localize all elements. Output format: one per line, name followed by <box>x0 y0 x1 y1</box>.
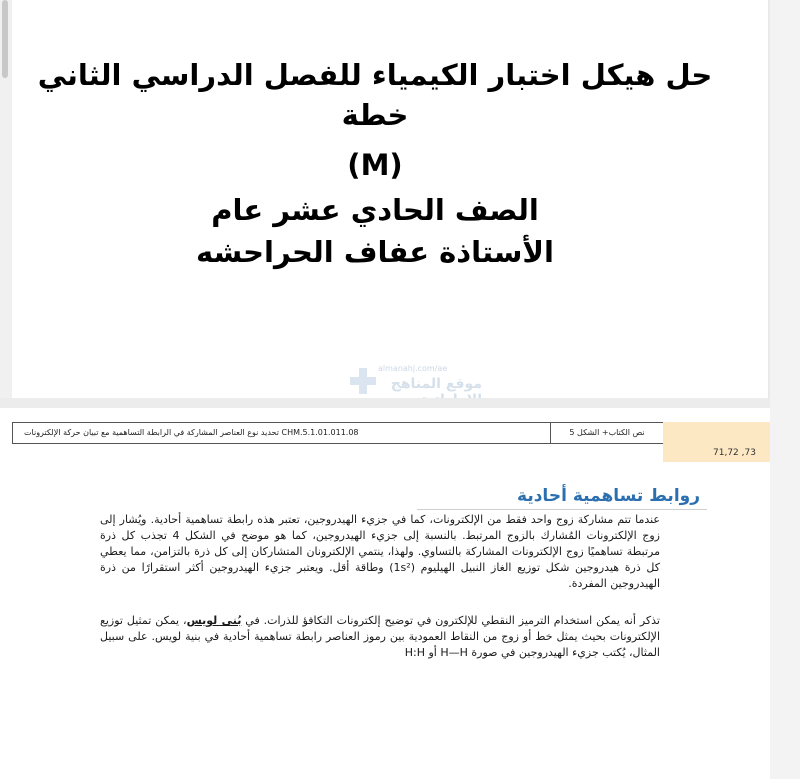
lewis-structure-term: بُنى لويس <box>186 614 242 627</box>
watermark-cross-icon <box>350 368 376 394</box>
cover-teacher-line: الأستاذة عفاف الحراحشه <box>196 235 554 269</box>
cover-page <box>12 0 768 398</box>
cover-title-line-2: خطة <box>341 98 409 132</box>
watermark-bottom <box>380 698 740 778</box>
paragraph-single-bonds: عندما تتم مشاركة زوج واحد فقط من الإلكترونات، كما في جزيء الهيدروجين، تعتبر هذه رابطة تساهمية أحادية. ويُشار إلى زوج الإلكترونات المُشارك بالزوج المرتبط. بالنسبة إلى جزيء الهيدروجين، كما هو موضح في الشكل 4 تجذب كل ذرة مرتبطة تساهميًا زوج الإلكترونات المشاركة بالتساوي. ولهذا، ينتمي الإلكترونان المتشاركان إلى كل ذرة بالتزامن، مما يعطي كل ذرة هيدروجين شكل توزيع الغاز النبيل الهيليوم (1s²) وطاقة أقل. ويعتبر جزيء الهيدروجين أكثر استقرارًا من ذرة الهيدروجين المفردة. <box>100 513 660 590</box>
paragraph-lewis-part-a: تذكر أنه يمكن استخدام الترميز النقطي للإلكترون في توضيح إلكترونات التكافؤ للذرات. في <box>241 614 660 627</box>
scrollbar-right[interactable] <box>770 0 800 779</box>
section-divider <box>417 509 707 510</box>
cover-title-line-3: (M) <box>347 148 403 182</box>
cover-title-line-1: حل هيكل اختبار الكيمياء للفصل الدراسي الثاني <box>37 58 713 92</box>
content-page <box>0 408 770 779</box>
reference-pages-cell <box>663 422 770 462</box>
paragraph-lewis-part-b: ، يمكن تمثيل توزيع الإلكترونات بحيث يمثل خط أو زوج من النقاط العمودية بين رموز العناصر رابطة تساهمية أحادية في بنية لويس. على سبيل المثال، يُكتب جزيء الهيدروجين في صورة H—H أو H:H <box>100 614 660 659</box>
paragraph-lewis <box>100 613 660 661</box>
reference-table <box>12 422 664 444</box>
reference-pages-text: 71,72 ,73 <box>713 448 756 458</box>
watermark-url: almanahj.com/ae <box>378 364 448 373</box>
reference-book-cell: نص الكتاب+ الشكل 5 <box>550 423 663 443</box>
section-heading: روابط تساهمية أحادية <box>517 486 700 506</box>
watermark-text: موقع المناهج <box>390 376 482 392</box>
reference-outcome-cell: CHM.5.1.01.011.08 تحديد نوع العناصر المشاركة في الرابطة التساهمية مع تبيان حركة الإلكترونات <box>24 428 359 437</box>
page-separator <box>0 398 800 408</box>
watermark-logo <box>342 360 482 400</box>
cover-grade-line: الصف الحادي عشر عام <box>211 193 539 227</box>
